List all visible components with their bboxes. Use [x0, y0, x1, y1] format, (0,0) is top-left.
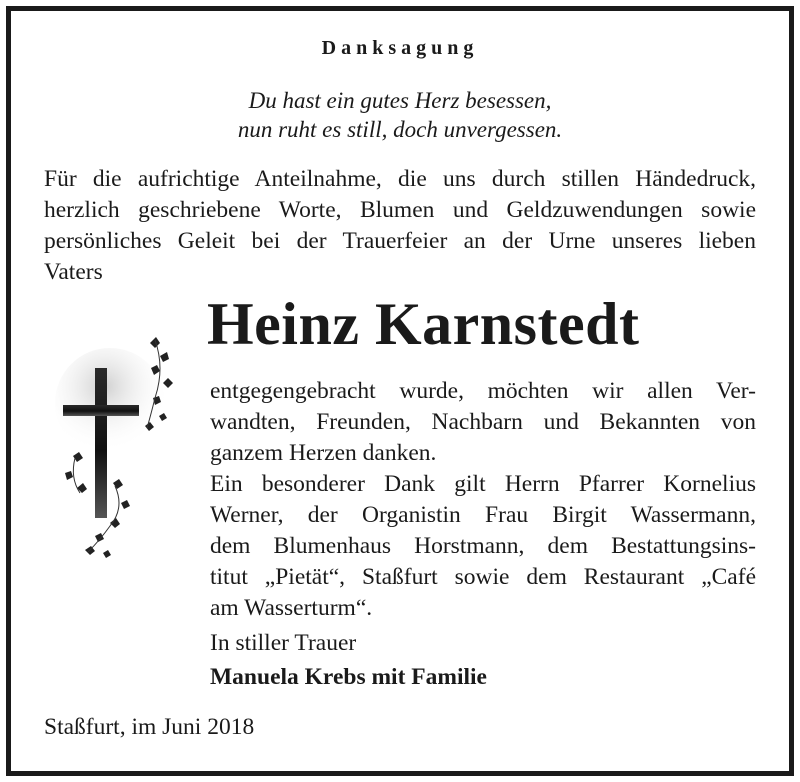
deceased-name: Heinz Karnstedt — [207, 291, 640, 357]
body-line: am Wasserturm“. — [210, 595, 373, 621]
place-date: Staßfurt, im Juni 2018 — [44, 714, 255, 740]
notice-heading: Danksagung — [321, 37, 479, 59]
intro-line: herzlich geschriebene Worte, Blumen und Geldzuwendungen sowie — [44, 197, 756, 223]
body-line: titut „Pietät“, Staßfurt sowie dem Restaurant „Café — [210, 564, 756, 590]
body-line: Werner, der Organistin Frau Birgit Wassermann, — [210, 502, 756, 528]
poem-line: Du hast ein gutes Herz besessen, — [248, 88, 552, 113]
intro-line: Vaters — [44, 259, 103, 285]
body-line: wandten, Freunden, Nachbarn und Bekannten von — [210, 409, 756, 435]
body-line: ganzem Herzen danken. — [210, 440, 437, 466]
cross-with-ivy-icon — [55, 328, 185, 563]
intro-line: persönliches Geleit bei der Trauerfeier an der Urne unseres lieben — [44, 228, 756, 254]
intro-line: Für die aufrichtige Anteilnahme, die uns durch stillen Händedruck, — [44, 166, 756, 192]
poem-line: nun ruht es still, doch unvergessen. — [237, 117, 563, 142]
signature: Manuela Krebs mit Familie — [210, 664, 487, 690]
body-line: entgegengebracht wurde, möchten wir allen Ver- — [210, 378, 756, 404]
body-line: Ein besonderer Dank gilt Herrn Pfarrer Kornelius — [210, 471, 756, 497]
body-line: dem Blumenhaus Horstmann, dem Bestattungsins- — [210, 533, 756, 559]
closing-text: In stiller Trauer — [210, 630, 357, 656]
